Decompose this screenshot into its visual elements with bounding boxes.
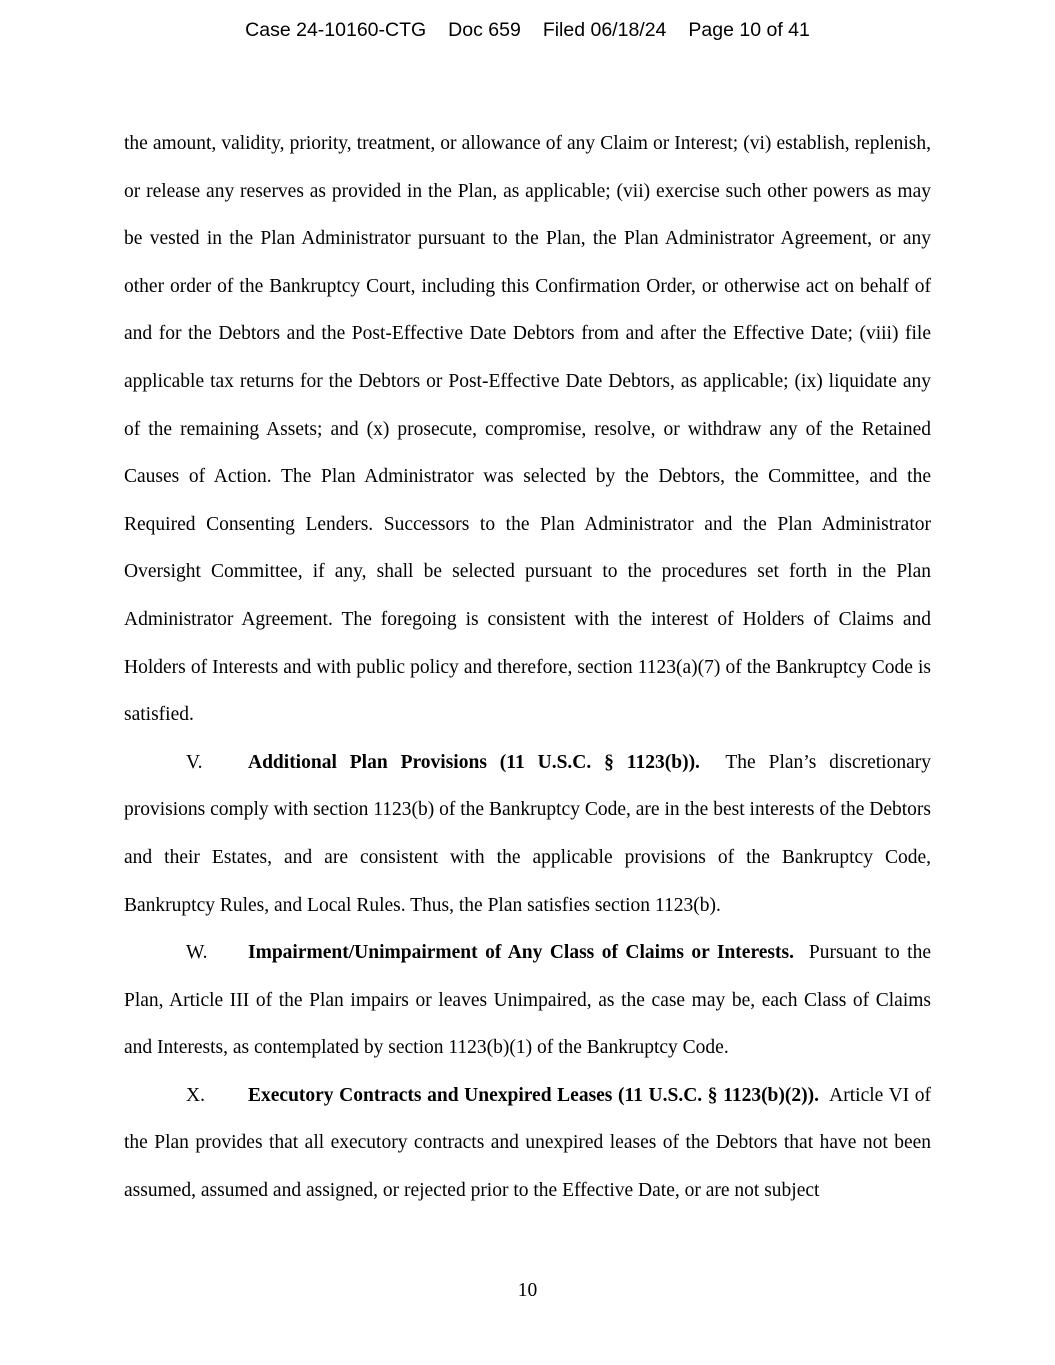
section-heading: Executory Contracts and Unexpired Leases (11 U.S.C. § 1123(b)(2)).: [248, 1084, 820, 1106]
section-w-paragraph: [124, 929, 931, 1072]
section-heading: Impairment/Unimpairment of Any Class of Claims or Interests.: [248, 942, 794, 964]
page-count: Page 10 of 41: [688, 19, 810, 41]
page-number: 10: [517, 1280, 538, 1301]
section-label: X.: [186, 1084, 205, 1106]
continuation-paragraph: the amount, validity, priority, treatment, or allowance of any Claim or Interest; (vi) establish, replenish, or release any reserves as provided in the Plan, as applicable; (vii) exercise such other powers as may be vested in the Plan Administrator pursuant to the Plan, the Plan Administrator Agreement, or any other order of the Bankruptcy Court, including this Confirmation Order, or otherwise act on behalf of and for the Debtors and the Post-Effective Date Debtors from and after the Effective Date; (viii) file applicable tax returns for the Debtors or Post-Effective Date Debtors, as applicable; (ix) liquidate any of the remaining Assets; and (x) prosecute, compromise, resolve, or withdraw any of the Retained Causes of Action. The Plan Administrator was selected by the Debtors, the Committee, and the Required Consenting Lenders. Successors to the Plan Administrator and the Plan Administrator Oversight Committee, if any, shall be selected pursuant to the procedures set forth in the Plan Administrator Agreement. The foregoing is consistent with the interest of Holders of Claims and Holders of Interests and with public policy and therefore, section 1123(a)(7) of the Bankruptcy Code is satisfied.: [124, 133, 931, 726]
case-number: Case 24-10160-CTG: [245, 19, 427, 41]
section-text: Pursuant to the Plan, Article III of the Plan impairs or leaves Unimpaired, as the case may be, each Class of Claims and Interests, as contemplated by section 1123(b)(1) of the Bankruptcy Code.: [124, 942, 931, 1059]
section-x-paragraph: [124, 1072, 931, 1215]
doc-number: Doc 659: [448, 19, 521, 41]
page-header: [0, 19, 1055, 42]
document-body: [124, 120, 931, 1215]
section-text: Article VI of the Plan provides that all executory contracts and unexpired leases of the Debtors that have not been assumed, assumed and assigned, or rejected prior to the Effective Date, or are not subject: [124, 1084, 931, 1202]
section-text: The Plan’s discretionary provisions comply with section 1123(b) of the Bankruptcy Code, are in the best interests of the Debtors and their Estates, and are consistent with the applicable provisions of the Bankruptcy Code, Bankruptcy Rules, and Local Rules. Thus, the Plan satisfies section 1123(b).: [124, 751, 931, 916]
section-label: V.: [186, 751, 203, 773]
section-label: W.: [186, 942, 208, 964]
section-heading: Additional Plan Provisions (11 U.S.C. § 1123(b)).: [248, 751, 700, 773]
section-v-paragraph: [124, 739, 931, 929]
filed-date: Filed 06/18/24: [542, 19, 667, 41]
